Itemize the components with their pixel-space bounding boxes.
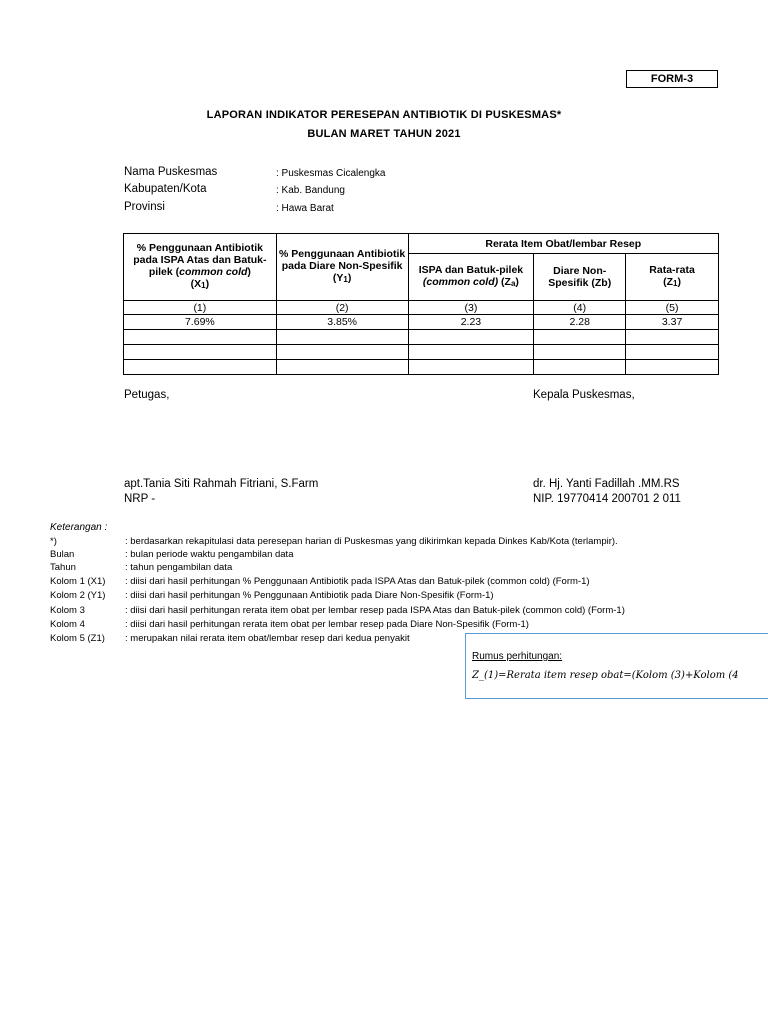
info-label-puskesmas: Nama Puskesmas [124,166,218,178]
column-number: (2) [276,301,408,315]
petugas-role: Petugas, [124,389,170,401]
table-row [124,315,719,330]
petugas-name: apt.Tania Siti Rahmah Fitriani, S.Farm [124,478,319,490]
column-number-row [124,301,719,315]
formula-box[interactable] [465,633,768,699]
info-value-puskesmas: : Puskesmas Cicalengka [276,168,386,179]
keterangan-value: : bulan periode waktu pengambilan data [125,549,294,560]
column-number: (5) [626,301,719,315]
header-col3: ISPA dan Batuk-pilek (common cold) $(Z_a)$ [408,254,534,301]
indicator-table [123,233,719,375]
report-period: BULAN MARET TAHUN 2021 [307,128,461,140]
header-col4: Diare Non-Spesifik (Zb) [534,254,626,301]
report-title: LAPORAN INDIKATOR PERESEPAN ANTIBIOTIK DI PUSKESMAS* [206,109,562,121]
keterangan-value: : diisi dari hasil perhitungan rerata item obat per lembar resep pada ISPA Atas dan Batuk-pilek (common cold) (Form-1) [125,605,625,616]
keterangan-key: Kolom 5 (Z1) [50,633,105,644]
kepala-role: Kepala Puskesmas, [533,389,635,401]
keterangan-title: Keterangan : [50,522,108,533]
column-number: (4) [534,301,626,315]
keterangan-key: Bulan [50,549,75,560]
value-y1: 3.85% [276,315,408,330]
table-row-empty [124,330,719,345]
header-group-rerata: Rerata Item Obat/lembar Resep [408,234,718,254]
kepala-id: NIP. 19770414 200701 2 011 [533,493,681,505]
header-col5: Rata-rata $(Z_1)$ [626,254,719,301]
keterangan-value: : diisi dari hasil perhitungan % Penggunaan Antibiotik pada Diare Non-Spesifik (Form-1) [125,590,494,601]
petugas-id: NRP - [124,493,156,505]
keterangan-value: : tahun pengambilan data [125,562,233,573]
kepala-name: dr. Hj. Yanti Fadillah .MM.RS [533,478,680,490]
value-zb: 2.28 [534,315,626,330]
keterangan-value: : berdasarkan rekapitulasi data peresepan harian di Puskesmas yang dikirimkan kepada Dinkes Kab/Kota (terlampir). [125,536,618,547]
keterangan-value: : merupakan nilai rerata item obat/lembar resep dari kedua penyakit [125,633,410,644]
info-value-provinsi: : Hawa Barat [276,203,334,214]
info-value-kabupaten: : Kab. Bandung [276,185,345,196]
keterangan-key: Kolom 3 [50,605,85,616]
header-col2: % Penggunaan Antibiotik pada Diare Non-Spesifik $(Y_1)$ [276,234,408,301]
value-za: 2.23 [408,315,534,330]
value-z1: 3.37 [626,315,719,330]
formula-label: Rumus perhitungan: [472,651,563,662]
table-row-empty [124,345,719,360]
info-label-kabupaten: Kabupaten/Kota [124,183,207,195]
info-label-provinsi: Provinsi [124,201,165,213]
column-number: (3) [408,301,534,315]
table-row-empty [124,360,719,375]
form-label: FORM-3 [626,70,718,88]
keterangan-key: Kolom 2 (Y1) [50,590,106,601]
keterangan-key: *) [50,536,57,547]
header-col1: % Penggunaan Antibiotik pada ISPA Atas dan Batuk-pilek (common cold) $(X_1)$ [124,234,277,301]
formula-text: Z_(1)=Rerata item resep obat=(Kolom (3)+Kolom (4 [472,670,739,681]
keterangan-key: Kolom 4 [50,619,85,630]
value-x1: 7.69% [124,315,277,330]
keterangan-key: Kolom 1 (X1) [50,576,106,587]
keterangan-key: Tahun [50,562,76,573]
keterangan-value: : diisi dari hasil perhitungan % Penggunaan Antibiotik pada ISPA Atas dan Batuk-pilek (common cold) (Form-1) [125,576,590,587]
keterangan-value: : diisi dari hasil perhitungan rerata item obat per lembar resep pada Diare Non-Spesifik (Form-1) [125,619,529,630]
column-number: (1) [124,301,277,315]
